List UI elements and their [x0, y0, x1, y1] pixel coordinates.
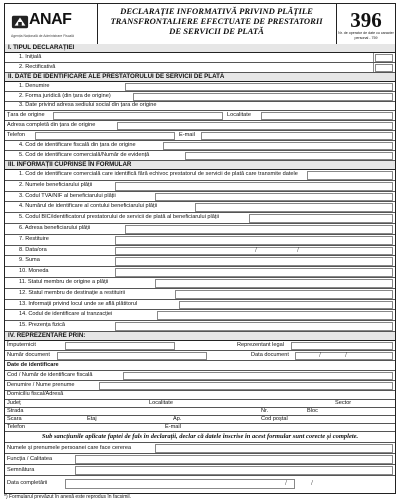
date-separator: /: [311, 479, 313, 487]
cod-numar-field[interactable]: [123, 372, 393, 380]
domiciliu-label: Domiciliu fiscal/Adresă: [7, 391, 64, 397]
date-identificare-label: Date de identificare: [7, 362, 59, 368]
denumire-field[interactable]: [125, 83, 393, 91]
section-iii-field[interactable]: [115, 322, 393, 331]
localitate-label: Localitate: [227, 112, 251, 118]
section-iii-field[interactable]: [155, 279, 393, 288]
section-iii-title: III. INFORMAȚII CUPRINSE ÎN FORMULAR: [5, 161, 395, 170]
semnatura-label: Semnătura: [7, 467, 35, 473]
tara-row: [5, 111, 395, 121]
tara-label: Țara de origine: [7, 112, 45, 118]
cod-fiscal-label: 4. Cod de identificare fiscală din țara de origine: [19, 142, 136, 148]
cod-comercial-row: [5, 151, 395, 161]
form-number-caption: Nr. de operator de date cu caracter personal - 759: [338, 31, 394, 40]
email-label: E-mail: [179, 132, 195, 138]
section-iii-label: 2. Numele beneficiarului plății: [19, 181, 93, 188]
section-iii-field[interactable]: [125, 225, 393, 234]
denumire-row: [5, 82, 395, 92]
tara-field[interactable]: [53, 112, 223, 120]
section-iii-row: [5, 181, 395, 192]
declaration-form: [4, 3, 396, 494]
section-iii-label: 10. Moneda: [19, 268, 49, 275]
nume-persoana-field[interactable]: [155, 444, 393, 453]
form-header: [5, 4, 395, 45]
strada-row: [5, 408, 395, 416]
adresa-sediu-label: 3. Date privind adresa sediului social din țara de origine: [19, 102, 157, 108]
section-ii-title: II. DATE DE IDENTIFICARE ALE PRESTATORULUI DE SERVICII DE PLATĂ: [5, 73, 395, 82]
section-iii-row: [5, 213, 395, 224]
ap-label: Ap.: [173, 416, 182, 422]
anaf-logo: [5, 4, 98, 44]
adresa-completa-row: [5, 121, 395, 131]
scara-row: [5, 416, 395, 424]
strada-label: Strada: [7, 408, 24, 414]
data-document-field[interactable]: [295, 352, 393, 360]
semnatura-row: [5, 465, 395, 476]
section-iii-field[interactable]: [115, 182, 393, 191]
section-iii-row: [5, 289, 395, 300]
nume-persoana-label: Numele și prenumele persoanei care face cererea: [7, 445, 132, 451]
title-line: DE SERVICII DE PLATĂ: [169, 26, 264, 36]
rectificative-row: [5, 63, 395, 73]
functia-row: [5, 454, 395, 465]
section-iii-field[interactable]: [195, 203, 393, 212]
telefon-field[interactable]: [35, 132, 175, 140]
date-separator: /: [297, 245, 299, 254]
numar-document-field[interactable]: [57, 352, 207, 360]
section-iii-field[interactable]: [115, 257, 393, 266]
initial-checkbox[interactable]: [375, 54, 393, 62]
section-iii-label: 1. Cod de identificare comercială care identifică fără echivoc prestatorul de servicii de plată care transmite datele: [19, 171, 298, 177]
initial-label: 1. Inițială: [19, 54, 42, 60]
section-iii-row: [5, 202, 395, 213]
date-separator: /: [345, 351, 347, 359]
section-iii-row: [5, 192, 395, 203]
bloc-label: Bloc: [307, 408, 318, 414]
form-number-box: [337, 4, 395, 44]
cod-comercial-field[interactable]: [185, 152, 393, 160]
judet-label: Județ: [7, 400, 21, 406]
localitate-label: Localitate: [149, 400, 173, 406]
divider: [373, 63, 374, 72]
adresa-sediu-row: [5, 102, 395, 111]
section-iii-field[interactable]: [175, 290, 393, 299]
functia-label: Funcția / Calitatea: [7, 456, 53, 462]
numar-document-label: Număr document: [7, 352, 50, 358]
reprezentant-checkbox[interactable]: [291, 342, 393, 350]
sector-label: Sector: [335, 400, 352, 406]
section-iii-row: [5, 267, 395, 278]
cod-comercial-label: 5. Cod de identificare comercială/Număr de evidență: [19, 152, 150, 158]
section-iii-field[interactable]: [179, 301, 393, 310]
section-iii-row: [5, 278, 395, 289]
footnote: *) Formularul prevăzut în anexă este reprodus în facsimil.: [4, 494, 131, 500]
cod-fiscal-field[interactable]: [163, 142, 393, 150]
section-iii-row: [5, 224, 395, 235]
section-iii-label: 7. Restituire: [19, 235, 49, 242]
date-separator: /: [319, 351, 321, 359]
denumire-nume-label: Denumire / Nume prenume: [7, 382, 75, 388]
section-iii-field[interactable]: [155, 193, 393, 202]
section-i-title: I. TIPUL DECLARAȚIEI: [5, 44, 395, 53]
section-iii-label: 15. Prezența fizică: [19, 322, 66, 329]
data-document-label: Data document: [251, 352, 289, 358]
imputernicit-checkbox[interactable]: [65, 342, 175, 350]
forma-juridica-field[interactable]: [133, 93, 393, 101]
title-line: DECLARAȚIE INFORMATIVĂ PRIVIND PLĂȚILE: [120, 6, 313, 16]
numar-document-row: [5, 351, 395, 361]
denumire-nume-row: [5, 381, 395, 391]
data-completarii-label: Data completării: [7, 480, 48, 486]
telefon-label: Telefon: [7, 132, 26, 138]
email-label: E-mail: [165, 424, 181, 430]
date-separator: /: [255, 245, 257, 254]
section-iii-label: 4. Numărul de identificare al contului beneficiarului plății: [19, 203, 158, 210]
section-iii-row: [5, 321, 395, 332]
section-iii-row: [5, 170, 395, 181]
forma-juridica-row: [5, 92, 395, 102]
judet-row: [5, 400, 395, 408]
rectificative-label: 2. Rectificativă: [19, 64, 56, 70]
etaj-label: Etaj: [87, 416, 97, 422]
title-line: TRANSFRONTALIERE EFECTUATE DE PRESTATORII: [110, 16, 323, 26]
forma-juridica-label: 2. Forma juridică (din țara de origine): [19, 93, 111, 99]
section-iii-label: 9. Suma: [19, 257, 40, 264]
section-iii-label: 13. Informații privind locul unde se află plătitorul: [19, 300, 138, 307]
section-iii-field[interactable]: [249, 214, 393, 223]
imputernicit-label: Împuternicit: [7, 342, 36, 348]
nume-persoana-row: [5, 443, 395, 454]
cod-numar-label: Cod / Număr de identificare fiscală: [7, 372, 93, 378]
cod-numar-row: [5, 371, 395, 381]
data-completarii-row: [5, 476, 395, 493]
declaration-statement: Sub sancțiunile aplicate faptei de fals în declarații, declar că datele înscrise în acest formular sunt corecte și complete.: [5, 432, 395, 443]
telefon-label: Telefon: [7, 424, 26, 430]
section-iii-row: [5, 310, 395, 321]
section-iii-label: 8. Data/ora: [19, 246, 47, 253]
adresa-completa-label: Adresa completă din țara de origine: [7, 122, 96, 128]
form-number: 396: [350, 8, 382, 32]
anaf-emblem-icon: [11, 13, 29, 31]
section-iii-field[interactable]: [307, 171, 393, 180]
logo-text: ANAF: [29, 11, 72, 28]
imputernicit-row: [5, 341, 395, 351]
section-iii-label: 12. Statul membru de destinație a restituirii: [19, 289, 126, 296]
form-title: [97, 4, 337, 44]
denumire-label: 1. Denumire: [19, 83, 50, 89]
section-iv-title: IV. REPREZENTARE PRIN:: [5, 332, 395, 341]
section-iii-field[interactable]: [115, 268, 393, 277]
telefon-email-row: [5, 131, 395, 141]
divider: [373, 53, 374, 62]
rectificative-checkbox[interactable]: [375, 64, 393, 72]
email-field[interactable]: [201, 132, 393, 140]
reprezentant-label: Reprezentant legal: [237, 342, 284, 348]
domiciliu-row: [5, 391, 395, 400]
date-separator: /: [285, 479, 287, 487]
cod-postal-label: Cod poștal: [261, 416, 288, 422]
date-identificare-row: [5, 361, 395, 371]
scara-label: Scara: [7, 416, 22, 422]
semnatura-field[interactable]: [75, 466, 393, 475]
section-iii-field[interactable]: [157, 311, 393, 320]
section-iii-label: 5. Codul BIC/identificatorul prestatorului de servicii de plată al beneficiarului plății: [19, 214, 219, 221]
logo-subtitle: Agenția Națională de Administrare Fiscală: [11, 34, 74, 38]
section-iii-field[interactable]: [115, 247, 393, 256]
section-iii-label: 11. Statul membru de origine a plății: [19, 279, 109, 285]
data-completarii-field[interactable]: [65, 479, 295, 489]
denumire-nume-field[interactable]: [99, 382, 393, 390]
functia-field[interactable]: [75, 455, 393, 464]
localitate-field[interactable]: [261, 112, 393, 120]
section-iii-row: [5, 300, 395, 311]
section-iii-label: 14. Codul de identificare al tranzacției: [19, 311, 113, 318]
adresa-completa-field[interactable]: [117, 122, 393, 130]
section-iii-row: [5, 235, 395, 246]
section-iii-label: 3. Codul TVA/NIF al beneficiarului plății: [19, 192, 116, 199]
section-iii-row: [5, 246, 395, 257]
section-iii-row: [5, 256, 395, 267]
initial-row: [5, 53, 395, 63]
section-iii-label: 6. Adresa beneficiarului plății: [19, 225, 91, 231]
section-iii-field[interactable]: [115, 236, 393, 245]
telefon4-row: [5, 424, 395, 432]
nr-label: Nr.: [261, 408, 269, 414]
cod-fiscal-row: [5, 141, 395, 151]
